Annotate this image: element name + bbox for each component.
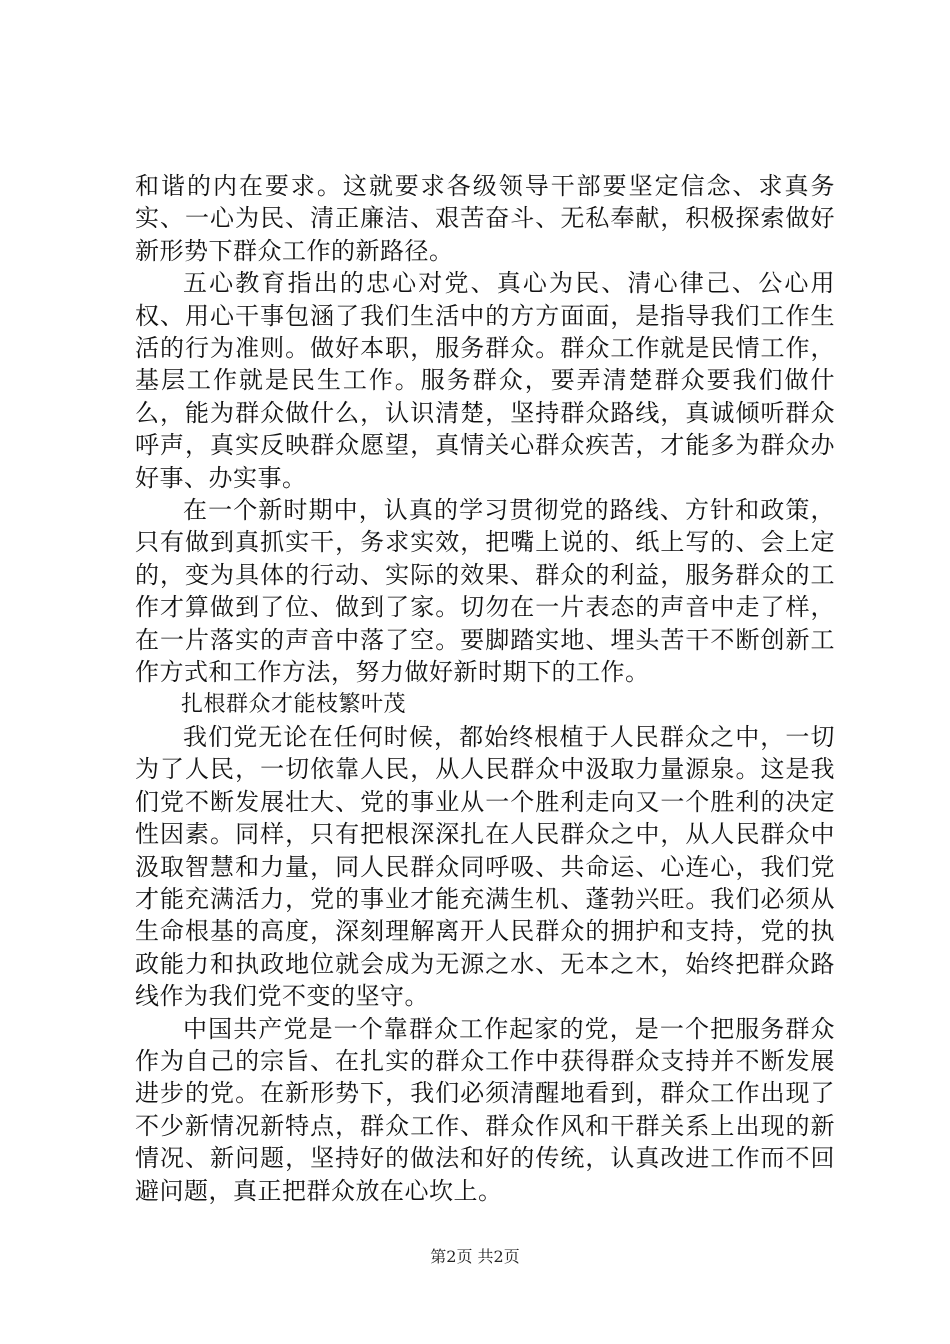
section-heading: 扎根群众才能枝繁叶茂 <box>181 691 407 717</box>
paragraph-continuation: 和谐的内在要求。这就要求各级领导干部要坚定信念、求真务实、一心为民、清正廉洁、艰苦奋斗、无私奉献，积极探索做好新形势下群众工作的新路径。 <box>135 172 835 265</box>
paragraph-rooted-in-masses: 我们党无论在任何时候，都始终根植于人民群众之中，一切为了人民，一切依靠人民，从人民群众中汲取力量源泉。这是我们党不断发展壮大、党的事业从一个胜利走向又一个胜利的决定性因素。同样，只有把根深深扎在人民群众之中，从人民群众中汲取智慧和力量，同人民群众同呼吸、共命运、心连心，我们党才能充满活力，党的事业才能充满生机、蓬勃兴旺。我们必须从生命根基的高度，深刻理解离开人民群众的拥护和支持，党的执政能力和执政地位就会成为无源之水、无本之木，始终把群众路线作为我们党不变的坚守。 <box>135 722 835 1011</box>
paragraph-five-hearts: 五心教育指出的忠心对党、真心为民、清心律己、公心用权、用心干事包涵了我们生活中的方方面面，是指导我们工作生活的行为准则。做好本职，服务群众。群众工作就是民情工作，基层工作就是民生工作。服务群众，要弄清楚群众要我们做什么，能为群众做什么，认识清楚，坚持群众路线，真诚倾听群众呼声，真实反映群众愿望，真情关心群众疾苦，才能多为群众办好事、办实事。 <box>135 269 835 492</box>
paragraph-party-mass-work: 中国共产党是一个靠群众工作起家的党，是一个把服务群众作为自己的宗旨、在扎实的群众工作中获得群众支持并不断发展进步的党。在新形势下，我们必须清醒地看到，群众工作出现了不少新情况新特点，群众工作、群众作风和干群关系上出现的新情况、新问题，坚持好的做法和好的传统，认真改进工作而不回避问题，真正把群众放在心坎上。 <box>135 1014 835 1205</box>
page-footer: 第2页 共2页 <box>430 1247 520 1266</box>
document-body <box>135 170 835 1207</box>
paragraph-new-era: 在一个新时期中，认真的学习贯彻党的路线、方针和政策，只有做到真抓实干，务求实效，把嘴上说的、纸上写的、会上定的，变为具体的行动、实际的效果、群众的利益，服务群众的工作才算做到了位、做到了家。切勿在一片表态的声音中走了样，在一片落实的声音中落了空。要脚踏实地、埋头苦干不断创新工作方式和工作方法，努力做好新时期下的工作。 <box>135 496 835 687</box>
